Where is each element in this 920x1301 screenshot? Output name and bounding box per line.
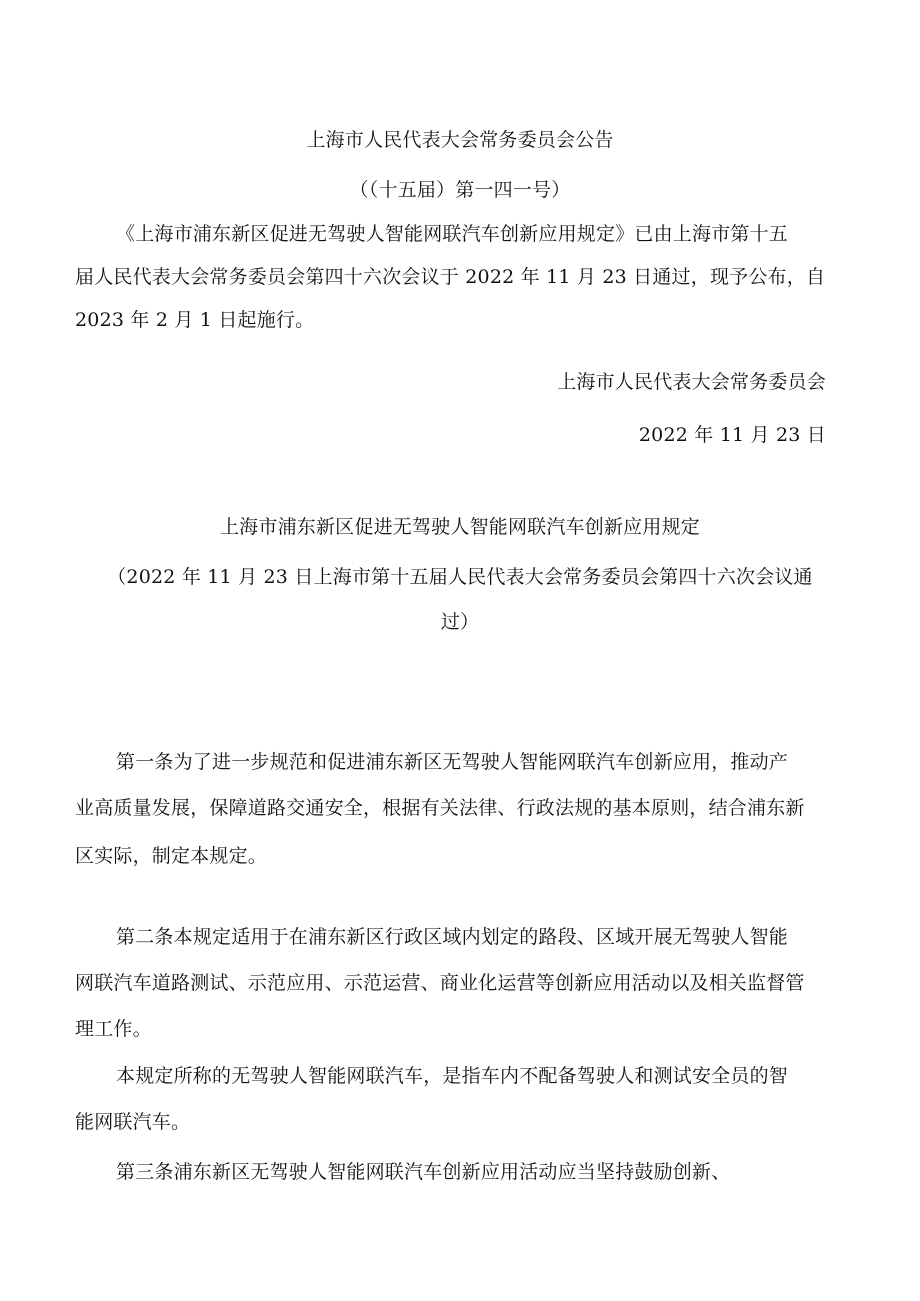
regulation-subtitle-line: 过） — [440, 611, 480, 633]
announcement-paragraph-line: 届人民代表大会常务委员会第四十六次会议于 2022 年 11 月 23 日通过，现予公布，自 — [75, 266, 826, 288]
announcement-paragraph-line: 《上海市浦东新区促进无驾驶人智能网联汽车创新应用规定》已由上海市第十五 — [116, 223, 789, 245]
article-1-line: 业高质量发展，保障道路交通安全，根据有关法律、行政法规的基本原则，结合浦东新 — [75, 797, 805, 819]
article-2-para2-line: 本规定所称的无驾驶人智能网联汽车，是指车内不配备驾驶人和测试安全员的智 — [116, 1065, 789, 1087]
announcement-date: 2022 年 11 月 23 日 — [638, 424, 826, 446]
article-1-line: 区实际，制定本规定。 — [75, 845, 268, 867]
article-2-line: 网联汽车道路测试、示范应用、示范运营、商业化运营等创新应用活动以及相关监督管 — [75, 972, 805, 994]
announcement-title: 上海市人民代表大会常务委员会公告 — [306, 129, 614, 151]
announcement-signature: 上海市人民代表大会常务委员会 — [557, 371, 826, 393]
regulation-title: 上海市浦东新区促进无驾驶人智能网联汽车创新应用规定 — [219, 516, 700, 538]
regulation-subtitle-line: （2022 年 11 月 23 日上海市第十五届人民代表大会常务委员会第四十六次会议通 — [107, 566, 813, 588]
article-2-para2-line: 能网联汽车。 — [75, 1111, 191, 1133]
announcement-paragraph-line: 2023 年 2 月 1 日起施行。 — [75, 309, 315, 331]
article-2-line: 理工作。 — [75, 1018, 152, 1040]
article-3-line: 第三条浦东新区无驾驶人智能网联汽车创新应用活动应当坚持鼓励创新、 — [116, 1161, 731, 1183]
article-2-line: 第二条本规定适用于在浦东新区行政区域内划定的路段、区域开展无驾驶人智能 — [116, 926, 789, 948]
article-1-line: 第一条为了进一步规范和促进浦东新区无驾驶人智能网联汽车创新应用，推动产 — [116, 751, 789, 773]
announcement-number: （（十五届）第一四一号） — [349, 179, 571, 201]
